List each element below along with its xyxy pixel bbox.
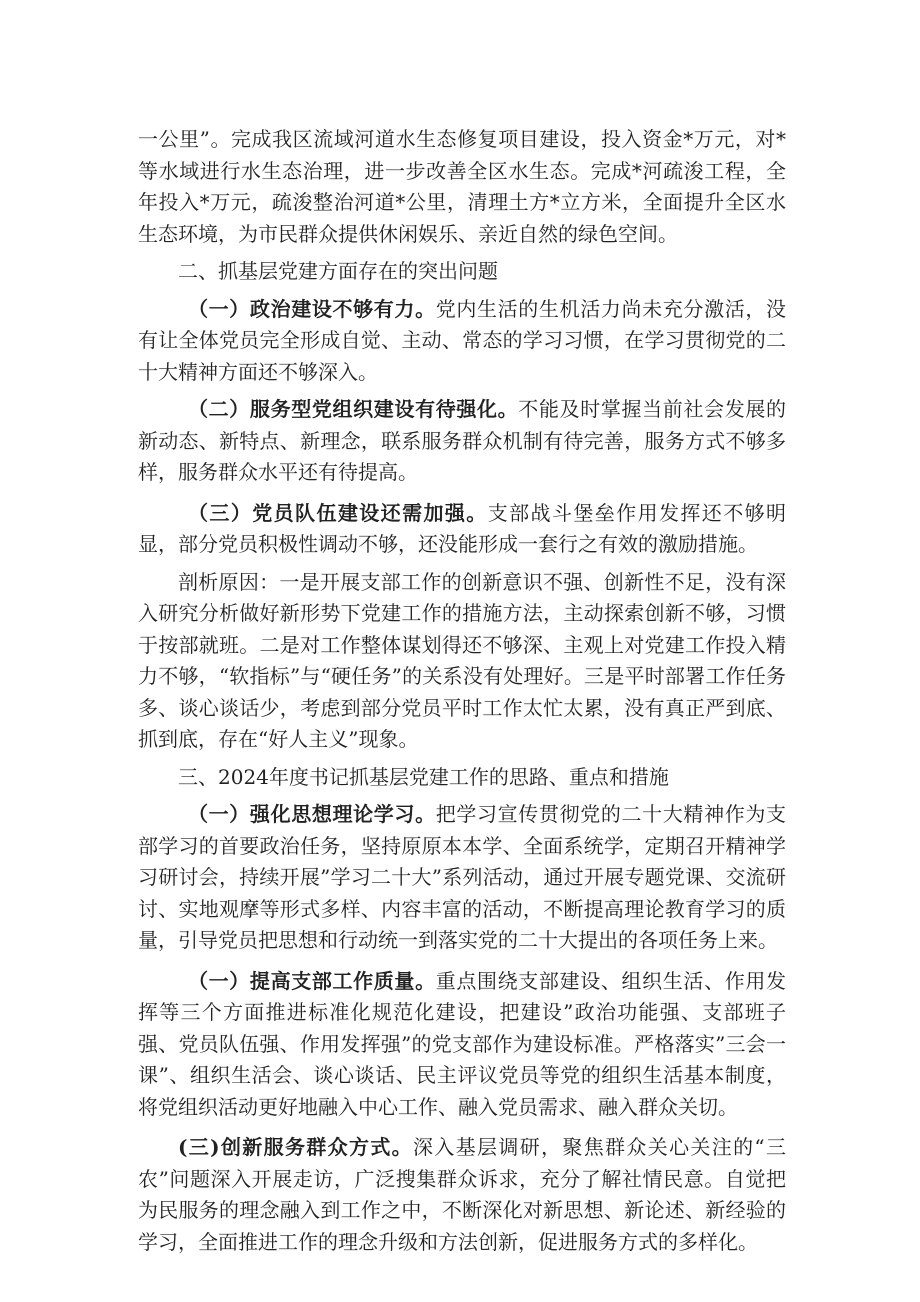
paragraph-lead: (三)创新服务群众方式。 xyxy=(178,1135,413,1159)
paragraph-lead: （一）强化思想理论学习。 xyxy=(188,802,436,826)
paragraph-cause-analysis: 剖析原因：一是开展支部工作的创新意识不强、创新性不足，没有深入研究分析做好新形势下党建工作的措施方法，主动探索创新不够，习惯于按部就班。二是对工作整体谋划得还不够深、主观上对党建工作投入精力不够，“软指标”与“硬任务”的关系没有处理好。三是平时部署工作任务多、谈心谈话少，考虑到部分党员平时工作太忙太累，没有真正严到底、抓到底，存在“好人主义”现象。 xyxy=(138,569,786,751)
paragraph-measure-1 xyxy=(138,799,786,957)
paragraph-measure-3 xyxy=(138,1132,786,1258)
paragraph-lead: （三）党员队伍建设还需加强。 xyxy=(188,500,488,525)
paragraph-problem-2 xyxy=(138,394,786,489)
section-heading-2: 二、抓基层党建方面存在的突出问题 xyxy=(178,259,498,283)
section-heading-3: 三、2024年度书记抓基层党建工作的思路、重点和措施 xyxy=(178,764,669,789)
paragraph-intro: 一公里”。完成我区流域河道水生态修复项目建设，投入资金*万元，对*等水域进行水生态治理，进一步改善全区水生态。完成*河疏浚工程，全年投入*万元，疏浚整治河道*公里，清理土方*立方米，全面提升全区水生态环境，为市民群众提供休闲娱乐、亲近自然的绿色空间。 xyxy=(138,127,786,246)
paragraph-problem-1 xyxy=(138,294,786,389)
paragraph-text: 把学习宣传贯彻党的二十大精神作为支部学习的首要政治任务，坚持原原本本学、全面系统学，定期召开精神学习研讨会，持续开展”学习二十大”系列活动，通过开展专题党课、交流研讨、实地观摩等形式多样、内容丰富的活动，不断提高理论教育学习的质量，引导党员把思想和行动统一到落实党的二十大提出的各项任务上来。 xyxy=(138,802,787,952)
paragraph-text: 不能及时掌握当前社会发展的新动态、新特点、新理念，联系服务群众机制有待完善，服务方式不够多样，服务群众水平还有待提高。 xyxy=(138,397,787,484)
paragraph-text: 重点围绕支部建设、组织生活、作用发挥等三个方面推进标准化规范化建设，把建设”政治功能强、支部班子强、党员队伍强、作用发挥强”的党支部作为建设标准。严格落实”三会一课”、组织生活会、谈心谈话、民主评议党员等党的组织生活基本制度，将党组织活动更好地融入中心工作、融入党员需求、融入群众关切。 xyxy=(138,968,787,1119)
paragraph-lead: （二）服务型党组织建设有待强化。 xyxy=(188,397,519,421)
paragraph-text: 支部战斗堡垒作用发挥还不够明显，部分党员积极性调动不够，还没能形成一套行之有效的激励措施。 xyxy=(138,500,787,556)
paragraph-measure-2 xyxy=(138,966,786,1124)
paragraph-lead: （一）提高支部工作质量。 xyxy=(188,968,436,993)
document-body xyxy=(138,124,786,1258)
paragraph-lead: （一）政治建设不够有力。 xyxy=(188,296,436,321)
paragraph-text: 党内生活的生机活力尚未充分激活，没有让全体党员完全形成自觉、主动、常态的学习习惯，在学习贯彻党的二十大精神方面还不够深入。 xyxy=(138,296,787,384)
paragraph-problem-3 xyxy=(138,498,786,561)
paragraph-text: 深入基层调研，聚焦群众关心关注的“三农”问题深入开展走访，广泛搜集群众诉求，充分了解社情民意。自觉把为民服务的理念融入到工作之中，不断深化对新思想、新论述、新经验的学习，全面推进工作的理念升级和方法创新，促进服务方式的多样化。 xyxy=(138,1135,786,1254)
